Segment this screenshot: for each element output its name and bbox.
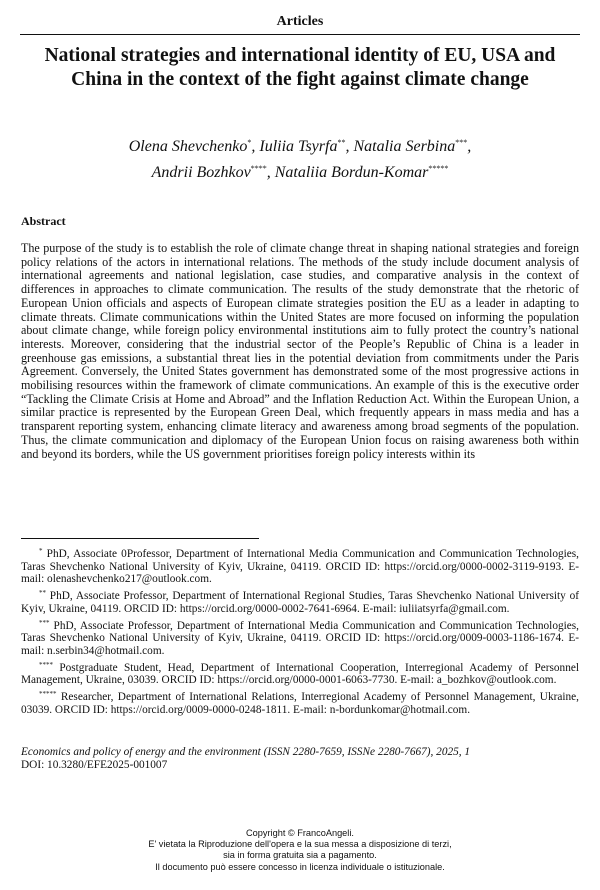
- author-separator: ,: [467, 138, 472, 155]
- abstract-text: The purpose of the study is to establish the role of climate change threat in shaping national strategies and foreign policy relations of the actors in international relations. The methods of the study include document analysis of international agreements and national legislation, case studies, and comparative analysis in the context of differences in approaches to climate communication. The results of the study demonstrate that the rhetoric of European Union officials and aspects of European climate strategies position the EU as a leader in adapting to climate threats. Climate communications within the United States are more focused on informing the population about climate change, while foreign policy environmental institutions aim to fully protect the country’s national interests. Moreover, considering that the industrial sector of the People’s Republic of China is a leader in greenhouse gas emissions, a substantial threat lies in the potential deviation from commitments under the Paris Agreement. Conversely, the United States government has demonstrated some of the most progressive actions in mobilising resources within the framework of climate communications. An example of this is the executive order “Tackling the Climate Crisis at Home and Abroad” and the Inflation Reduction Act. Within the European Union, a similar practice is represented by the European Green Deal, which frequently appears in mass media and has a transparent reporting system, enhancing climate literacy and awareness among broad segments of the population. Thus, the climate communication and diplomacy of the European Union focus on raising awareness both within and beyond its borders, while the US government prioritises foreign policy interests within its: [21, 241, 579, 461]
- author-name: Andrii Bozhkov: [151, 164, 251, 181]
- copyright-notice: [20, 828, 580, 873]
- footnote: [21, 545, 579, 586]
- footnote: [21, 617, 579, 658]
- footnote-text: PhD, Associate Professor, Department of International Regional Studies, Taras Shevchenko National University of Kyiv, Ukraine, 04119. ORCID ID: https://orcid.org/0000-0002-7641-6964. E-mail: iuliiatsyrfa@gmail.com.: [21, 590, 579, 615]
- footnote: [21, 659, 579, 687]
- header-rule: [20, 34, 580, 35]
- author-name: Olena Shevchenko: [128, 138, 248, 155]
- abstract-heading: Abstract: [21, 214, 66, 228]
- footnote-mark: ***: [39, 618, 50, 627]
- footnote: [21, 587, 579, 615]
- author-mark: *****: [428, 164, 449, 173]
- author-list: [20, 132, 580, 184]
- copyright-line: sia in forma gratuita sia a pagamento.: [223, 850, 377, 861]
- footnote-mark: ****: [39, 660, 53, 669]
- author-separator: ,: [345, 138, 354, 155]
- author-mark: *: [247, 138, 252, 147]
- footnote: [21, 688, 579, 716]
- footnote-text: Postgraduate Student, Head, Department of International Cooperation, Interregional Academy of Personnel Management, Ukraine, 03039. ORCID ID: https://orcid.org/0000-0001-6063-7730. E-mail: a_bozhkov@outlook.com.: [21, 661, 579, 687]
- article-title: National strategies and international identity of EU, USA and China in the context of the fight against climate change: [44, 45, 556, 90]
- copyright-line: E' vietata la Riproduzione dell'opera e la sua messa a disposizione di terzi,: [148, 839, 452, 850]
- journal-citation: Economics and policy of energy and the environment (ISSN 2280-7659, ISSNe 2280-7667), 2025, 1: [21, 746, 471, 758]
- footnote-text: PhD, Associate 0Professor, Department of International Media Communication and Communication Technologies, Taras Shevchenko National University of Kyiv, Ukraine, 04119. ORCID ID: https://orcid.org/0000-0002-3119-9193. E-mail: olenashevchenko217@outlook.com.: [21, 548, 579, 586]
- footnotes: [21, 545, 579, 717]
- section-header: Articles: [276, 14, 324, 29]
- copyright-line: Copyright © FrancoAngeli.: [246, 828, 354, 838]
- copyright-line: Il documento può essere concesso in licenza individuale o istituzionale.: [155, 861, 445, 872]
- author-name: Iuliia Tsyrfa: [259, 138, 338, 155]
- footnote-rule: [21, 538, 259, 539]
- author-mark: ***: [455, 138, 468, 147]
- footnote-text: Researcher, Department of International Relations, Interregional Academy of Personnel Management, Ukraine, 03039. ORCID ID: https://orcid.org/0009-0000-0248-1811. E-mail: n-bordunkomar@hotmail.com.: [21, 691, 580, 716]
- author-separator: ,: [266, 164, 275, 181]
- author-name: Nataliia Bordun-Komar: [274, 164, 429, 181]
- journal-info: [21, 746, 579, 771]
- author-separator: ,: [251, 138, 260, 155]
- author-mark: **: [337, 138, 346, 147]
- footnote-mark: *****: [39, 690, 57, 699]
- footnote-text: PhD, Associate Professor, Department of International Media Communication and Communication Technologies, Taras Shevchenko National University of Kyiv, Ukraine, 04119. ORCID ID: https://orcid.org/0009-0003-1186-1674. E-mail: n.serbin34@hotmail.com.: [21, 619, 579, 657]
- doi: DOI: 10.3280/EFE2025-001007: [21, 758, 168, 771]
- footnote-mark: *: [39, 547, 43, 555]
- author-mark: ****: [250, 164, 267, 173]
- author-name: Natalia Serbina: [353, 138, 456, 155]
- footnote-mark: **: [39, 589, 46, 598]
